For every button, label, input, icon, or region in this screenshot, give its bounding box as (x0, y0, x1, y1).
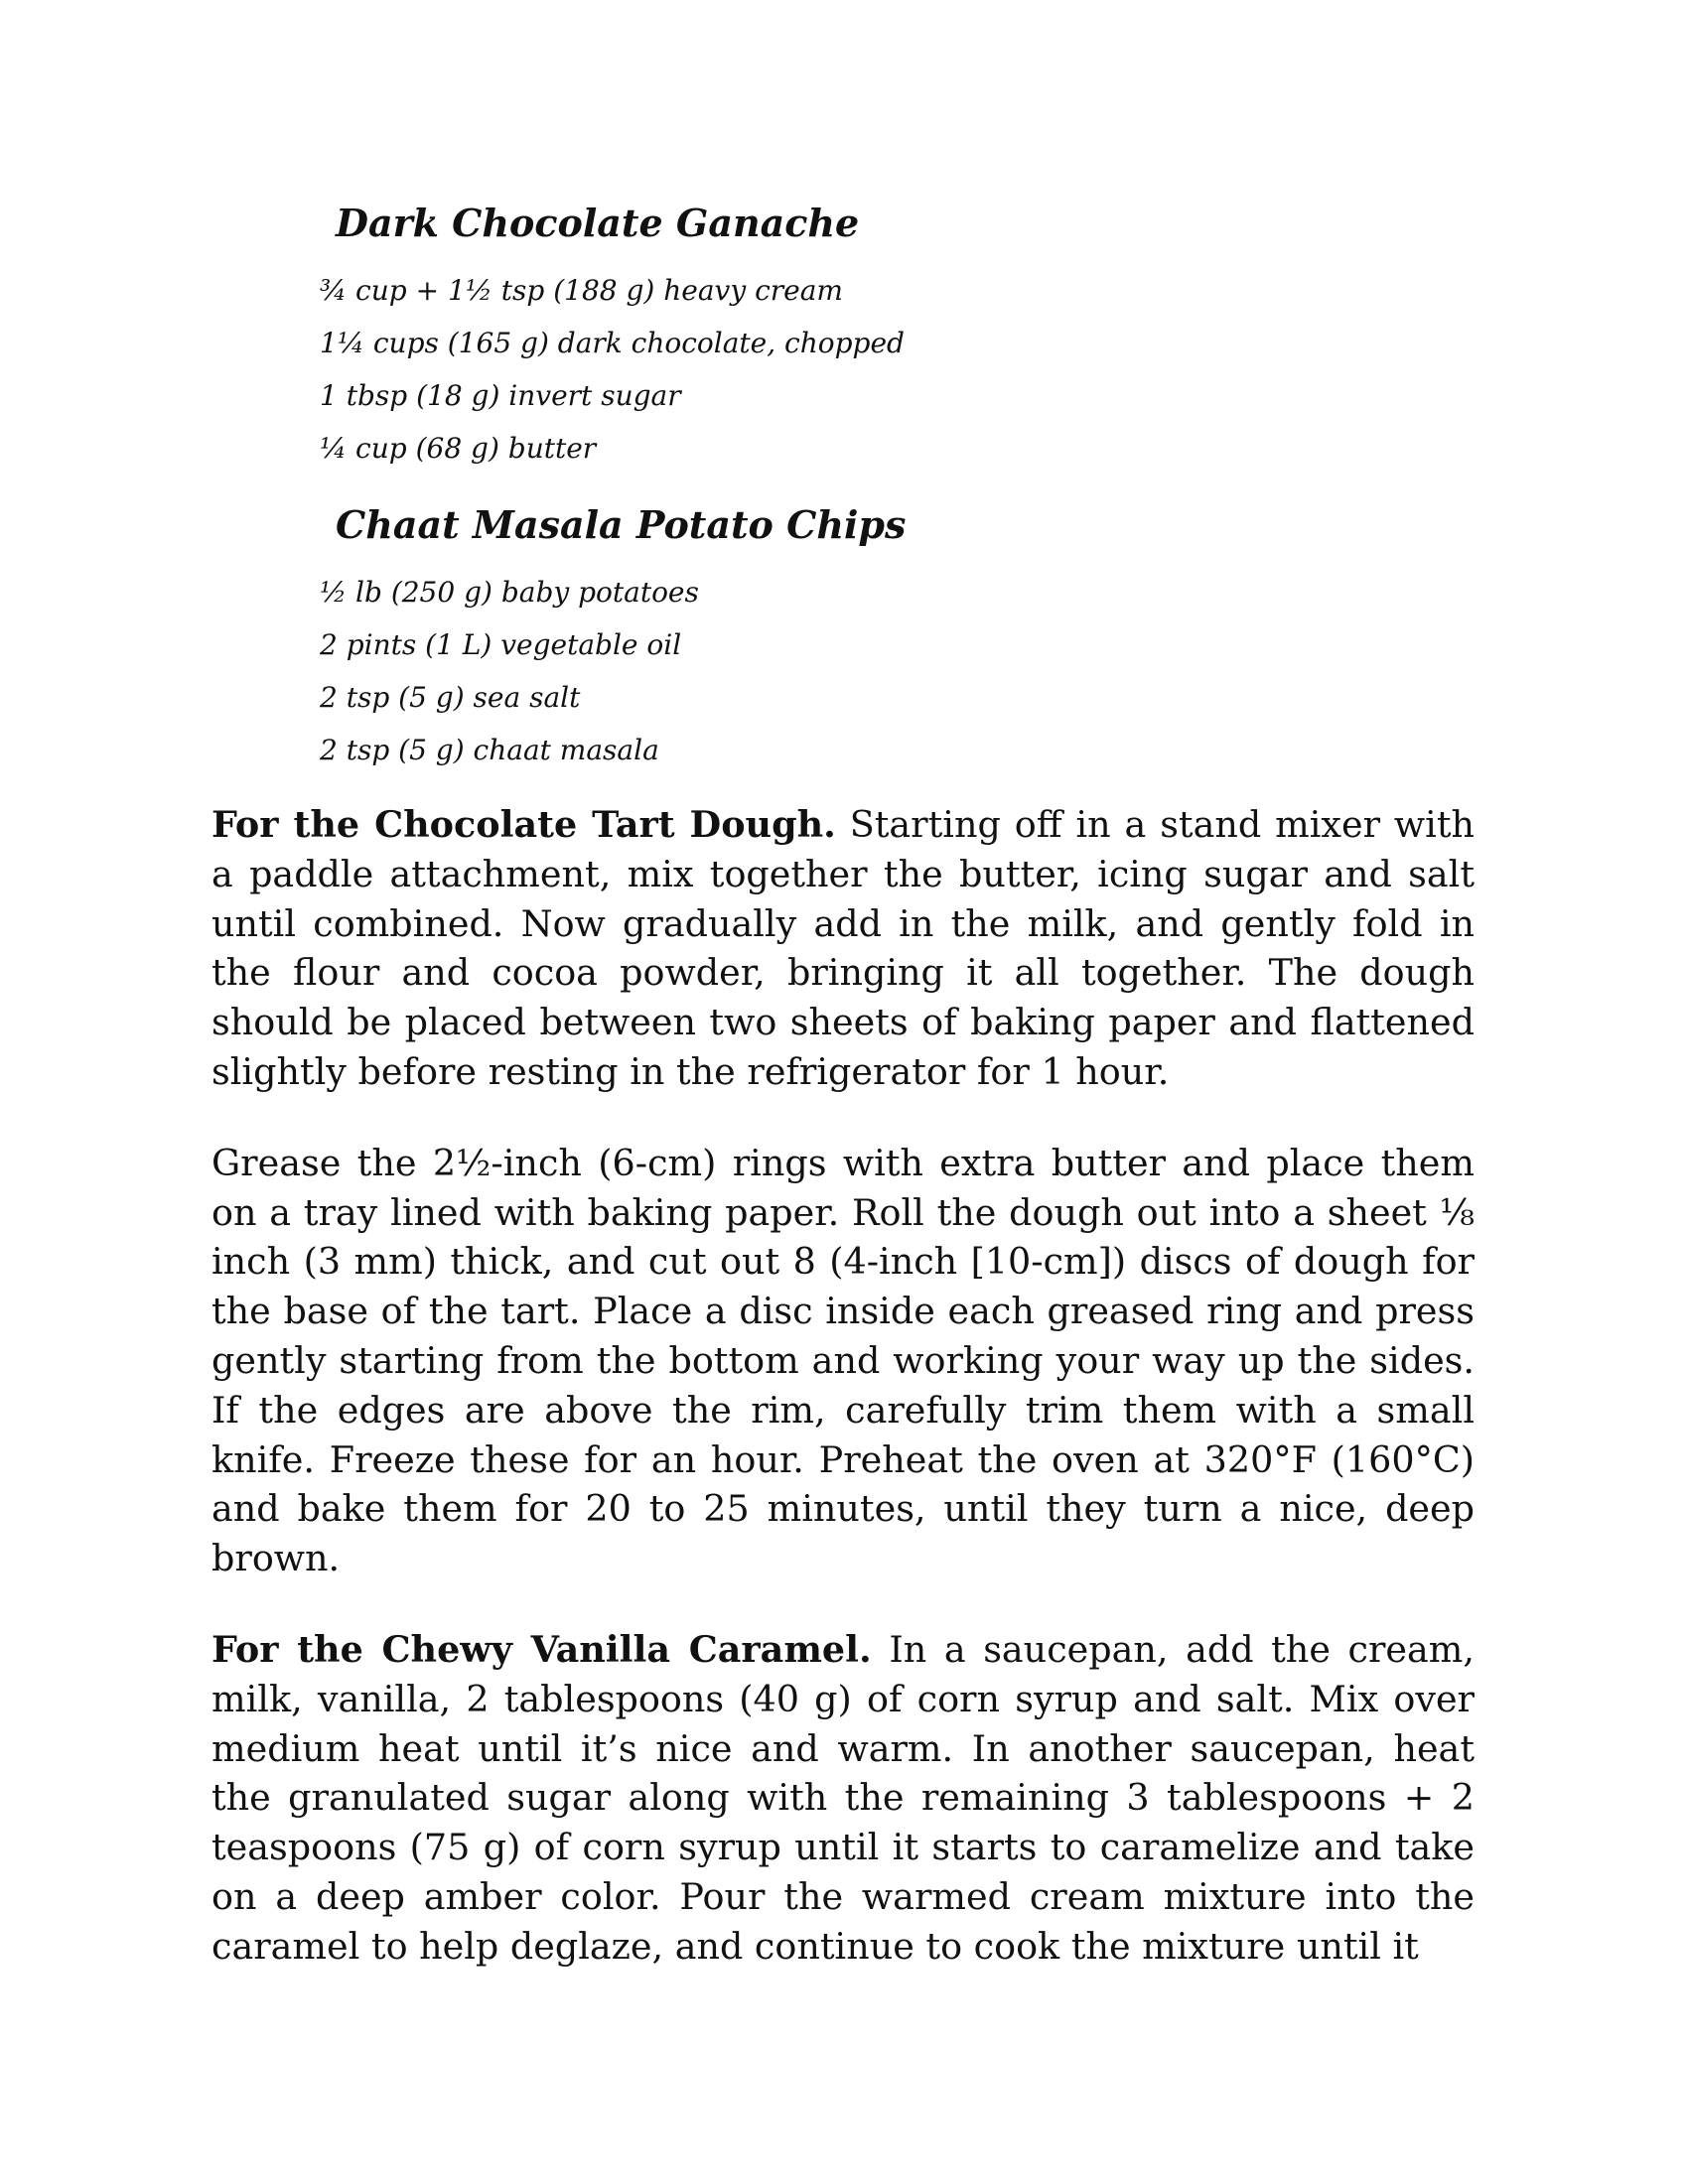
tart-dough-title: For the Chocolate Tart Dough. (211, 803, 836, 846)
ingredient-item: 1¼ cups (165 g) dark chocolate, chopped (320, 327, 905, 359)
tart-rings-text: Grease the 2½-inch (6-cm) rings with extra butter and place them on a tray lined with baking paper. Roll the dough out into a sheet ⅛ inch (3 mm) thick, and cut out 8 (4-inch [10-cm]) discs of dough for the base of the tart. Place a disc inside each greased ring and press gently starting from the bottom and working your way up the sides. If the edges are above the rim, carefully trim them with a small knife. Freeze these for an hour. Preheat the oven at 320°F (160°C) and bake them for 20 to 25 minutes, until they turn a nice, deep brown. (211, 1141, 1475, 1580)
caramel-text: In a saucepan, add the cream, milk, vanilla, 2 tablespoons (40 g) of corn syrup and salt. Mix over medium heat until it’s nice and warm. In another saucepan, heat the granulated sugar along with the remaining 3 tablespoons + 2 teaspoons (75 g) of corn syrup until it starts to caramelize and take on a deep amber color. Pour the warmed cream mixture into the caramel to help deglaze, and continue to cook the mixture until it (211, 1627, 1475, 1968)
chips-ingredients (320, 498, 1213, 776)
caramel-paragraph (211, 1625, 1475, 1972)
ingredient-item: ¾ cup + 1½ tsp (188 g) heavy cream (320, 274, 843, 307)
caramel-title: For the Chewy Vanilla Caramel. (211, 1627, 872, 1671)
method-section (211, 800, 1475, 2013)
ganache-ingredients (320, 197, 1213, 475)
ganache-heading: Dark Chocolate Ganache (336, 201, 860, 245)
chips-heading: Chaat Masala Potato Chips (336, 502, 907, 547)
ingredient-item: 2 tsp (5 g) chaat masala (320, 734, 659, 766)
tart-dough-text: Starting off in a stand mixer with a paddle attachment, mix together the butter, icing sugar and salt until combined. Now gradually add in the milk, and gently fold in the flour and cocoa powder, bringing it all together. The dough should be placed between two sheets of baking paper and flattened slightly before resting in the refrigerator for 1 hour. (211, 803, 1475, 1093)
chips-ingredient-list (320, 566, 1213, 776)
tart-dough-paragraph (211, 800, 1475, 1097)
ingredient-item: ¼ cup (68 g) butter (320, 432, 597, 465)
ingredient-item: 2 pints (1 L) vegetable oil (320, 628, 682, 661)
ganache-ingredient-list (320, 264, 1213, 475)
tart-rings-paragraph (211, 1139, 1475, 1583)
ingredient-item: 2 tsp (5 g) sea salt (320, 681, 581, 714)
ingredient-item: 1 tbsp (18 g) invert sugar (320, 379, 681, 412)
ingredient-item: ½ lb (250 g) baby potatoes (320, 576, 699, 609)
